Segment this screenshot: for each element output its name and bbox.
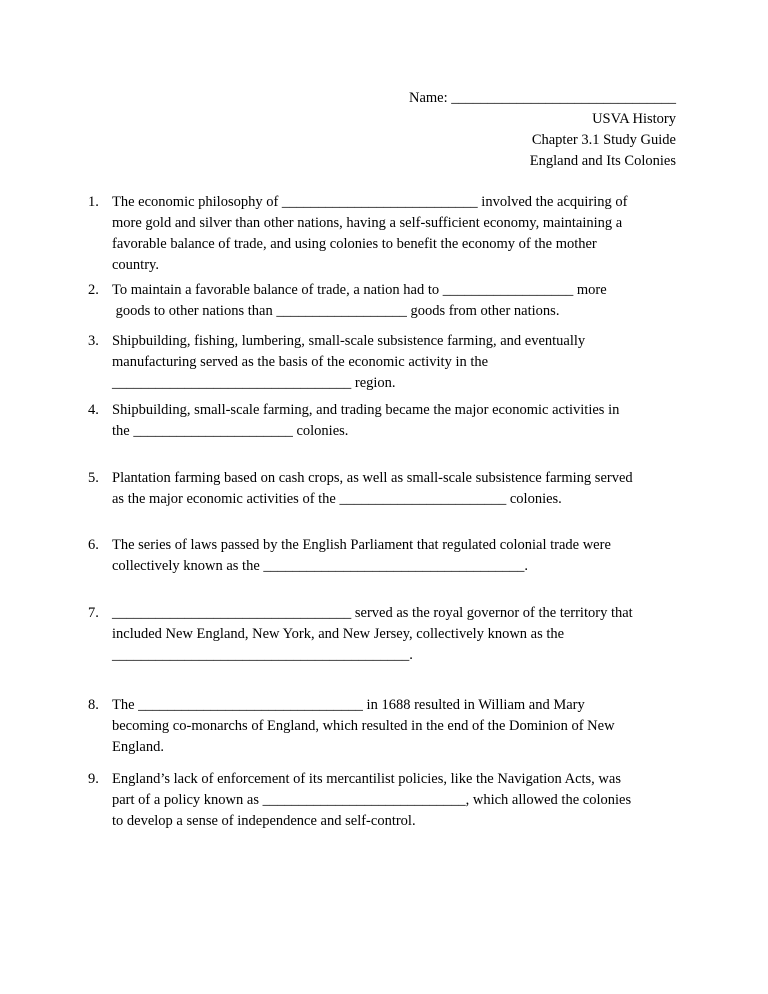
question-text-line: as the major economic activities of the _______________________ colonies. bbox=[112, 491, 562, 507]
question-3 bbox=[88, 331, 672, 394]
question-text-line: collectively known as the ____________________________________. bbox=[112, 558, 529, 574]
question-text-line: Shipbuilding, fishing, lumbering, small-scale subsistence farming, and eventually bbox=[112, 333, 586, 349]
question-number: 1. bbox=[88, 194, 99, 210]
question-text-line: The _______________________________ in 1688 resulted in William and Mary bbox=[112, 697, 585, 713]
question-text-line: manufacturing served as the basis of the economic activity in the bbox=[112, 354, 489, 370]
question-text-line: more gold and silver than other nations, having a self-sufficient economy, maintaining a bbox=[112, 215, 623, 231]
question-text-line: England. bbox=[112, 739, 164, 755]
question-text-line: _________________________________________. bbox=[112, 647, 413, 663]
question-number: 8. bbox=[88, 697, 99, 713]
topic-title: England and Its Colonies bbox=[529, 153, 676, 169]
question-number: 5. bbox=[88, 470, 99, 486]
question-2 bbox=[88, 280, 672, 322]
question-text-line: becoming co-monarchs of England, which resulted in the end of the Dominion of New bbox=[112, 718, 615, 734]
name-field: Name: _______________________________ bbox=[408, 90, 676, 106]
question-text-line: country. bbox=[112, 257, 159, 273]
question-text-line: goods to other nations than __________________ goods from other nations. bbox=[112, 303, 560, 319]
question-9 bbox=[88, 769, 672, 832]
question-5 bbox=[88, 468, 672, 510]
question-text-line: Plantation farming based on cash crops, as well as small-scale subsistence farming served bbox=[112, 470, 633, 486]
question-8 bbox=[88, 695, 672, 758]
question-6 bbox=[88, 535, 672, 577]
question-text-line: part of a policy known as ____________________________, which allowed the colonies bbox=[112, 792, 632, 808]
question-7 bbox=[88, 603, 672, 666]
question-number: 2. bbox=[88, 282, 99, 298]
question-text-line: _________________________________ region. bbox=[112, 375, 396, 391]
document-header bbox=[409, 88, 676, 172]
course-title: USVA History bbox=[592, 111, 676, 127]
chapter-title: Chapter 3.1 Study Guide bbox=[531, 132, 676, 148]
question-text-line: The series of laws passed by the English Parliament that regulated colonial trade were bbox=[112, 537, 611, 553]
question-text-line: To maintain a favorable balance of trade, a nation had to __________________ more bbox=[112, 282, 607, 298]
question-text-line: Shipbuilding, small-scale farming, and trading became the major economic activities in bbox=[112, 402, 620, 418]
question-4 bbox=[88, 400, 672, 442]
question-number: 9. bbox=[88, 771, 99, 787]
question-number: 7. bbox=[88, 605, 99, 621]
question-text-line: favorable balance of trade, and using colonies to benefit the economy of the mother bbox=[112, 236, 597, 252]
question-1 bbox=[88, 192, 672, 276]
question-number: 6. bbox=[88, 537, 99, 553]
question-text-line: included New England, New York, and New Jersey, collectively known as the bbox=[112, 626, 565, 642]
question-text-line: England’s lack of enforcement of its mercantilist policies, like the Navigation Acts, was bbox=[112, 771, 621, 787]
question-text-line: The economic philosophy of ___________________________ involved the acquiring of bbox=[112, 194, 628, 210]
question-text-line: the ______________________ colonies. bbox=[112, 423, 349, 439]
question-text-line: _________________________________ served as the royal governor of the territory that bbox=[112, 605, 633, 621]
question-text-line: to develop a sense of independence and self-control. bbox=[112, 813, 416, 829]
question-number: 3. bbox=[88, 333, 99, 349]
question-number: 4. bbox=[88, 402, 99, 418]
